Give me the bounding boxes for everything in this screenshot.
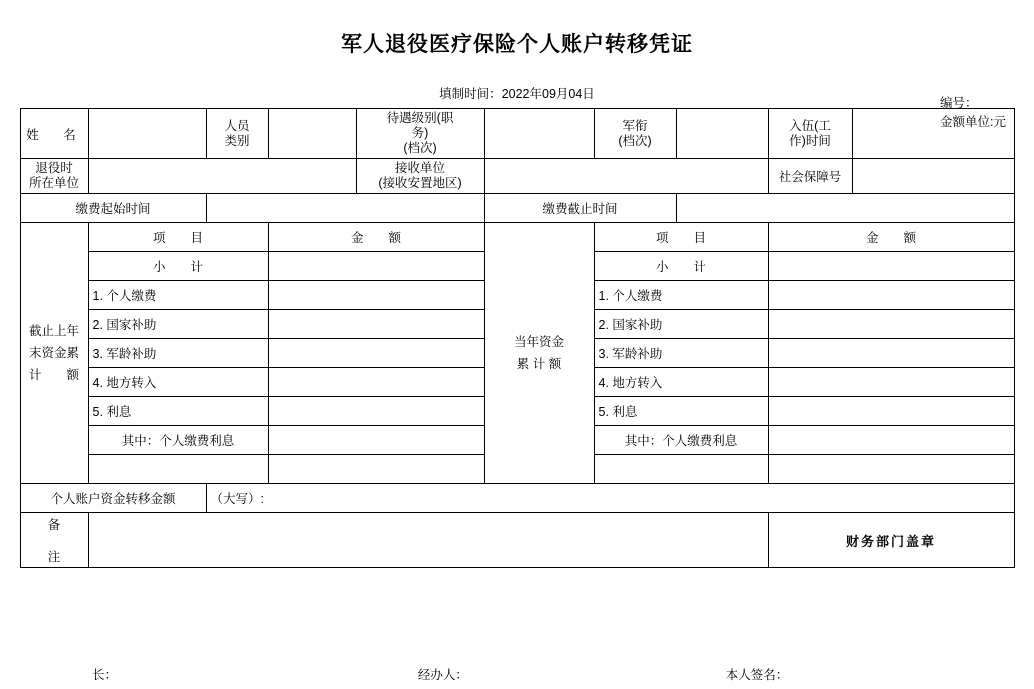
left-item-amount[interactable] [268,281,484,310]
left-item-amount[interactable] [268,426,484,455]
right-item-label: 1. 个人缴费 [594,281,768,310]
table-row [20,159,1014,194]
table-row [20,194,1014,223]
enlist-time-line1: 入伍(工 [789,118,831,133]
right-item-label: 3. 军龄补助 [594,339,768,368]
self-signature-label: 本人签名： [725,668,789,682]
enlist-time-line2: 作)时间 [789,133,831,148]
left-item-label: 1. 个人缴费 [88,281,268,310]
receiving-unit-value[interactable] [484,159,768,194]
person-type-value[interactable] [268,109,356,159]
serial-number-label: 编号： [940,96,978,110]
right-item-amount[interactable] [768,339,1014,368]
right-item-amount[interactable] [768,310,1014,339]
name-label: 姓 名 [20,109,88,159]
right-item-amount[interactable] [768,252,1014,281]
transfer-uppercase-label: （大写）: [210,492,264,506]
retire-unit-label [20,159,88,194]
left-period-line1: 截止上年 [28,324,79,338]
retire-unit-value[interactable] [88,159,356,194]
transfer-amount-value[interactable] [206,484,1014,513]
left-item-label: 5. 利息 [88,397,268,426]
handler-signature-field[interactable] [378,665,716,683]
fill-date-label: 填制时间： [439,87,502,101]
fill-date-value: 2022年09月04日 [501,87,595,101]
social-security-value[interactable] [852,159,1014,194]
note-label-line2: 注 [47,550,61,564]
right-item-amount[interactable] [768,368,1014,397]
table-row [20,223,1014,252]
right-amount-header: 金 额 [768,223,1014,252]
amount-unit-label: 金额单位:元 [940,115,1006,129]
transfer-amount-label: 个人账户资金转移金额 [20,484,206,513]
left-item-amount[interactable] [268,310,484,339]
military-rank-value[interactable] [676,109,768,159]
pay-end-label: 缴费截止时间 [484,194,676,223]
pay-start-value[interactable] [206,194,484,223]
document-page [0,28,1034,689]
enlist-time-label [768,109,852,159]
person-type-label-line1: 人员 [224,118,250,133]
left-item-label: 3. 军龄补助 [88,339,268,368]
note-value[interactable] [88,513,768,568]
page-title: 军人退役医疗保险个人账户转移凭证 [341,33,693,56]
treatment-level-line2: 务) [411,126,429,140]
table-row [20,109,1014,159]
left-item-amount[interactable] [268,455,484,484]
right-period-label [484,223,594,484]
left-item-label [88,455,268,484]
handler-signature-label: 经办人： [417,668,468,682]
left-item-label: 其中：个人缴费利息 [88,426,268,455]
right-item-label: 小 计 [594,252,768,281]
chief-signature-field[interactable] [20,665,378,683]
left-item-amount[interactable] [268,368,484,397]
left-item-label: 4. 地方转入 [88,368,268,397]
right-item-label: 5. 利息 [594,397,768,426]
right-item-header: 项 目 [594,223,768,252]
name-value[interactable] [88,109,206,159]
document-meta [940,94,1006,132]
right-item-amount[interactable] [768,426,1014,455]
treatment-level-label [356,109,484,159]
chief-signature-label: 长： [92,668,118,682]
note-label [20,513,88,568]
treatment-level-line3: (档次) [403,141,437,155]
right-item-amount[interactable] [768,281,1014,310]
left-item-label: 2. 国家补助 [88,310,268,339]
receiving-unit-line1: 接收单位 [394,161,445,175]
left-period-line2: 末资金累 [28,346,79,360]
main-form-table [20,108,1015,568]
right-item-label: 其中：个人缴费利息 [594,426,768,455]
self-signature-field[interactable] [716,665,1014,683]
left-item-amount[interactable] [268,339,484,368]
right-period-line2: 累 计 额 [516,357,562,371]
person-type-label-line2: 类别 [224,133,250,148]
retire-unit-line2: 所在单位 [28,176,79,190]
table-row [20,513,1014,568]
left-amount-header: 金 额 [268,223,484,252]
left-item-amount[interactable] [268,252,484,281]
left-item-amount[interactable] [268,397,484,426]
military-rank-label [594,109,676,159]
treatment-level-line1: 待遇级别(职 [386,111,454,125]
right-item-amount[interactable] [768,455,1014,484]
retire-unit-line1: 退役时 [35,161,73,175]
left-period-label [20,223,88,484]
finance-department-stamp: 财务部门盖章 [768,513,1014,568]
pay-start-label: 缴费起始时间 [20,194,206,223]
right-item-label: 2. 国家补助 [594,310,768,339]
military-rank-line1: 军衔 [622,118,648,133]
right-item-label [594,455,768,484]
military-rank-line2: (档次) [618,133,652,148]
signature-footer [20,665,1014,683]
left-item-header: 项 目 [88,223,268,252]
left-period-line3: 计 额 [28,368,79,382]
pay-end-value[interactable] [676,194,1014,223]
note-label-line1: 备 [47,518,61,532]
fill-date [0,84,1034,102]
person-type-label [206,109,268,159]
table-row [20,484,1014,513]
social-security-label: 社会保障号 [768,159,852,194]
right-item-label: 4. 地方转入 [594,368,768,397]
receiving-unit-line2: (接收安置地区) [378,176,462,190]
right-item-amount[interactable] [768,397,1014,426]
right-period-line1: 当年资金 [513,335,564,349]
treatment-level-value[interactable] [484,109,594,159]
receiving-unit-label [356,159,484,194]
left-item-label: 小 计 [88,252,268,281]
